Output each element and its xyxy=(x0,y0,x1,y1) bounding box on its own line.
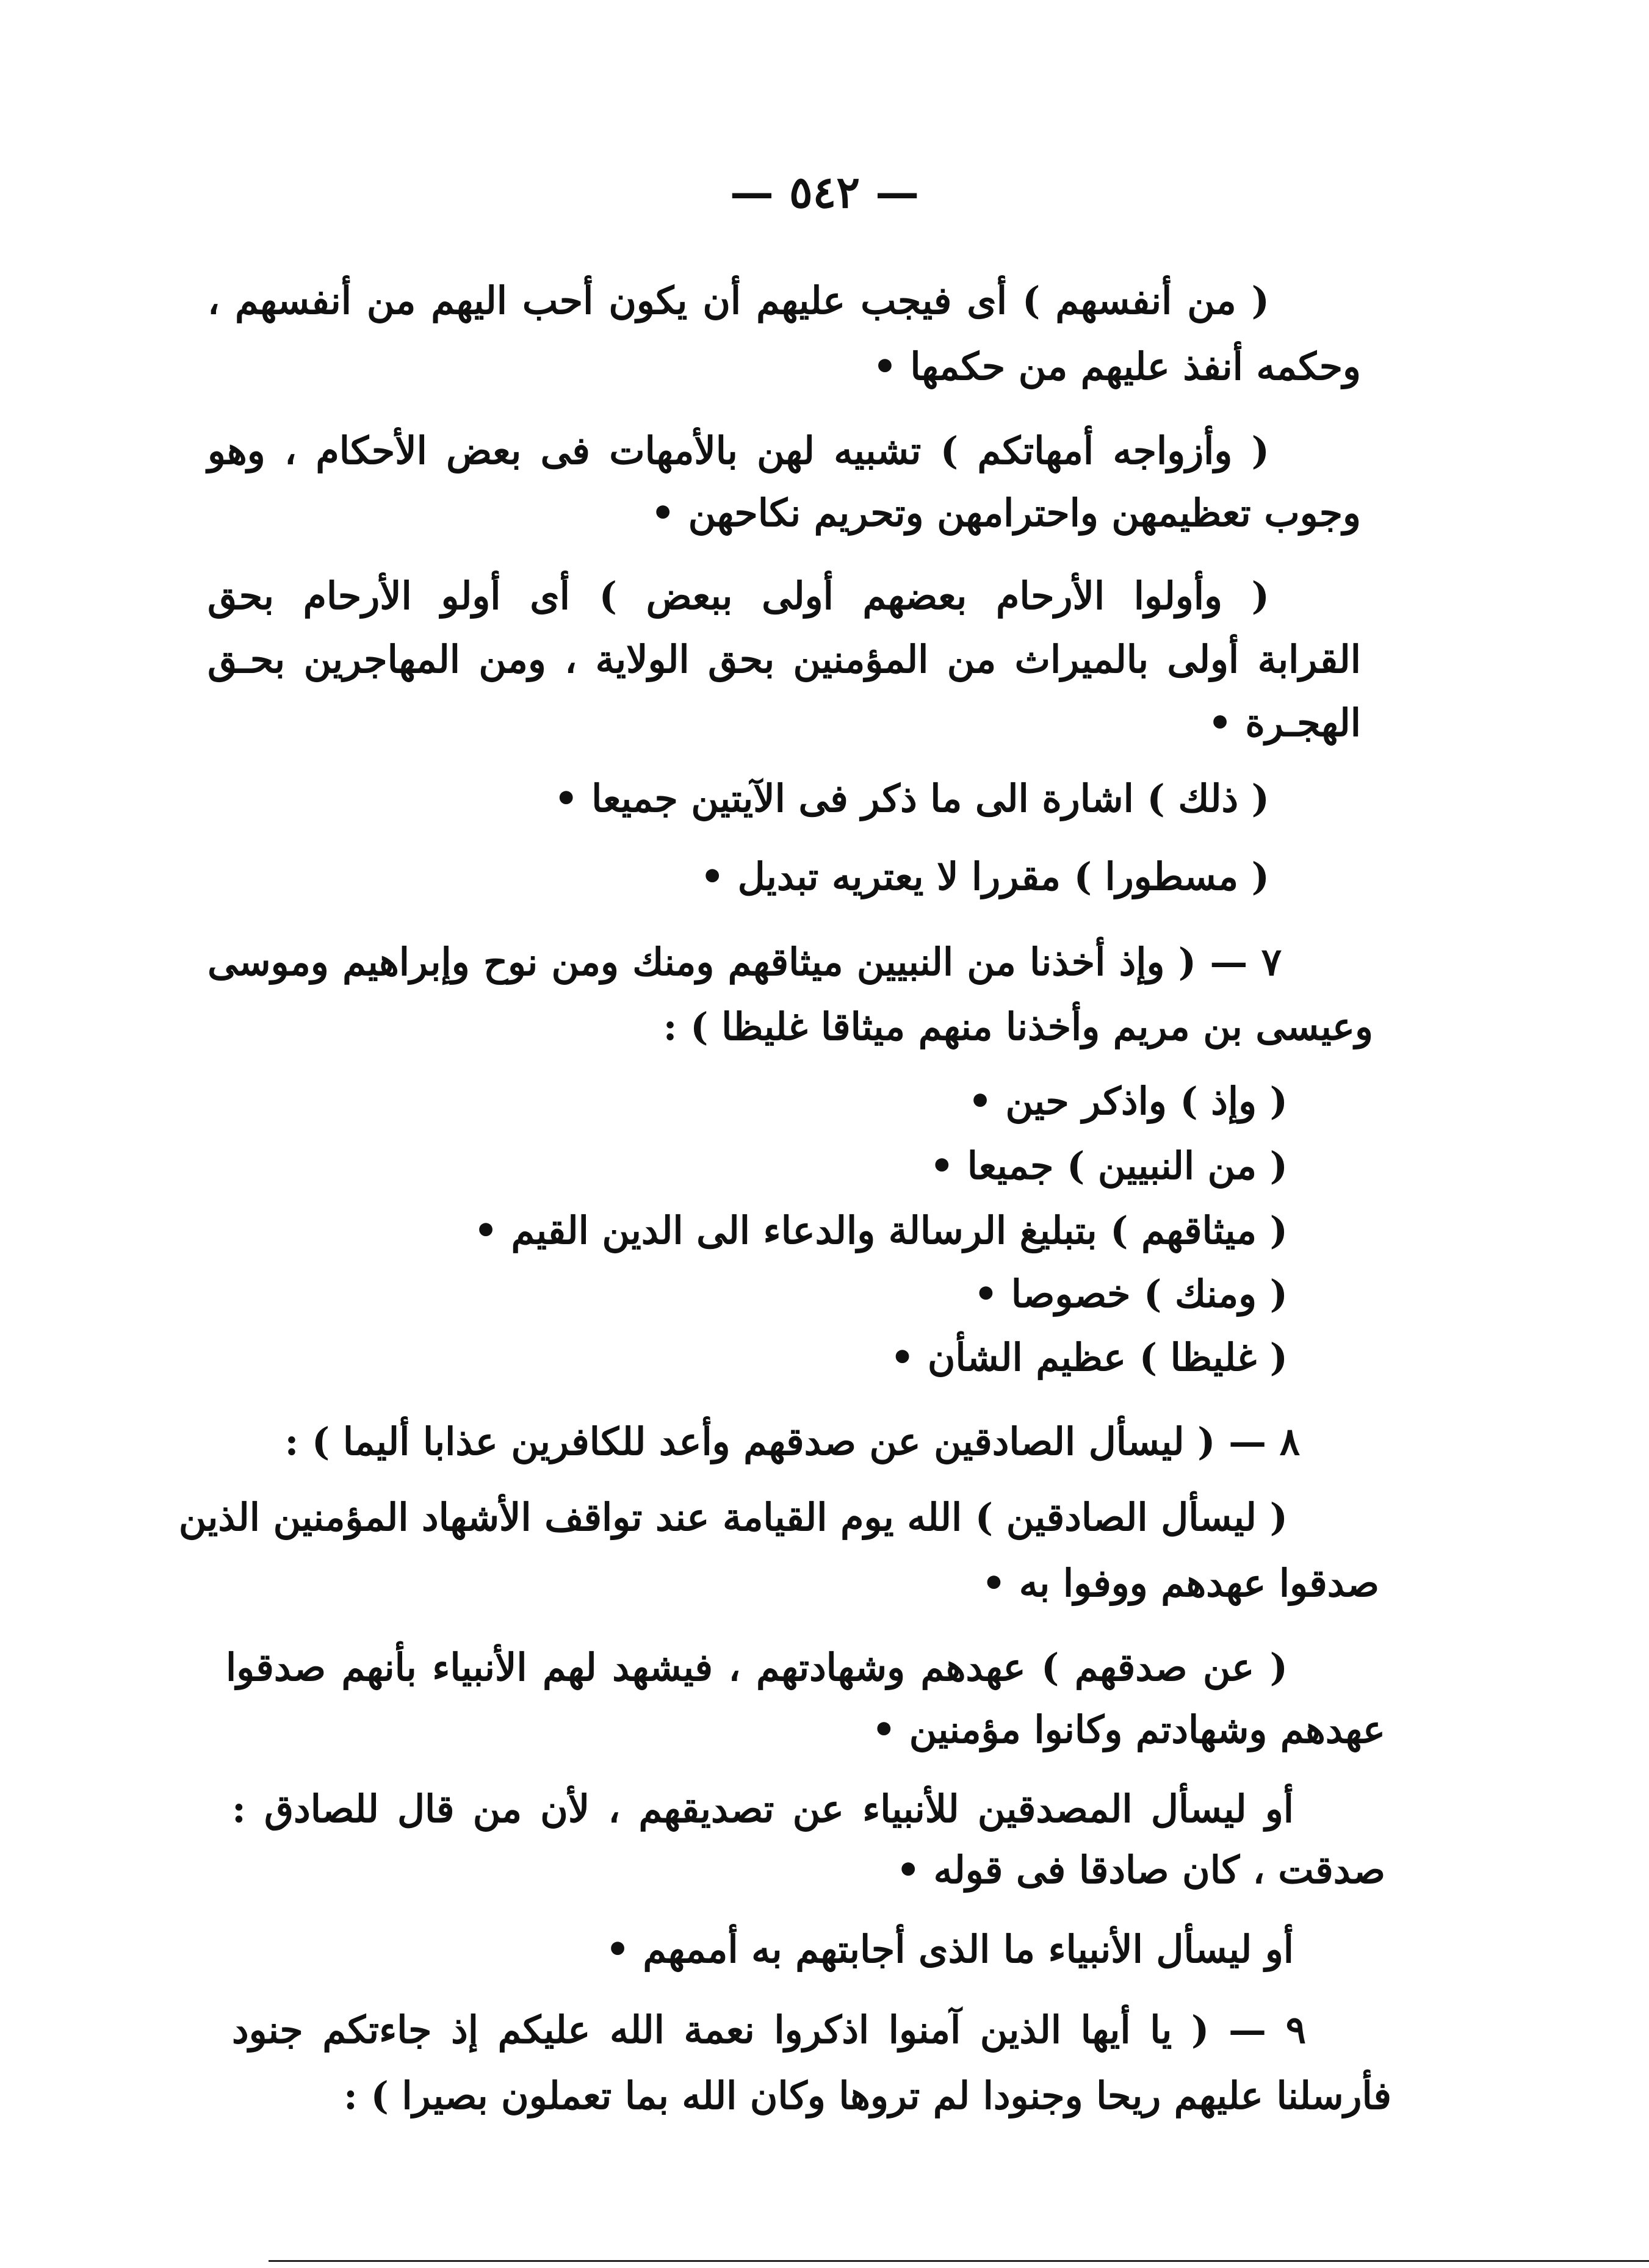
text-line: ( ميثاقهم ) بتبليغ الرسالة والدعاء الى الدين القيم • xyxy=(474,1208,1288,1253)
text-line: ( وأولوا الأرحام بعضهم أولى ببعض ) أى أولو الأرحام بحق xyxy=(207,574,1269,618)
text-line: ( من أنفسهم ) أى فيجب عليهم أن يكون أحب اليهم من أنفسهم ، xyxy=(207,278,1269,323)
text-line: القرابة أولى بالميراث من المؤمنين بحق الولاية ، ومن المهاجرين بحـق xyxy=(207,637,1361,682)
text-line: ٩ — ( يا أيها الذين آمنوا اذكروا نعمة الله عليكم إذ جاءتكم جنود xyxy=(232,2007,1306,2052)
text-line: ( غليظا ) عظيم الشأن • xyxy=(890,1335,1288,1380)
text-line: ( ليسأل الصادقين ) الله يوم القيامة عند تواقف الأشهاد المؤمنين الذين xyxy=(178,1495,1288,1539)
text-line: ( وأزواجه أمهاتكم ) تشبيه لهن بالأمهات فى بعض الأحكام ، وهو xyxy=(207,428,1269,473)
text-line: ( ذلك ) اشارة الى ما ذكر فى الآيتين جميعا • xyxy=(554,776,1269,821)
text-line: ( مسطورا ) مقررا لا يعتريه تبديل • xyxy=(700,854,1269,899)
text-line: ( وإذ ) واذكر حين • xyxy=(968,1079,1288,1123)
text-line: أو ليسأل المصدقين للأنبياء عن تصديقهم ، لأن من قال للصادق : xyxy=(232,1787,1294,1831)
text-line: وجوب تعظيمهن واحترامهن وتحريم نكاحهن • xyxy=(651,491,1361,535)
text-line: ٨ — ( ليسأل الصادقين عن صدقهم وأعد للكافرين عذابا أليما ) : xyxy=(284,1419,1300,1464)
text-line: الهجـرة • xyxy=(1208,700,1361,745)
text-line: ( من النبيين ) جميعا • xyxy=(929,1143,1288,1188)
text-line: فأرسلنا عليهم ريحا وجنودا لم تروها وكان الله بما تعملون بصيرا ) : xyxy=(344,2073,1391,2118)
text-line: ( ومنك ) خصوصا • xyxy=(973,1272,1288,1316)
text-line: ٧ — ( وإذ أخذنا من النبيين ميثاقهم ومنك ومن نوح وإبراهيم وموسى xyxy=(207,940,1282,984)
text-line: أو ليسأل الأنبياء ما الذى أجابتهم به أممهم • xyxy=(605,1927,1294,1971)
text-line: عهدهم وشهادتم وكانوا مؤمنين • xyxy=(871,1707,1385,1752)
text-line: وحكمه أنفذ عليهم من حكمها • xyxy=(873,344,1361,389)
text-line: صدقت ، كان صادقا فى قوله • xyxy=(896,1848,1385,1892)
text-line: صدقوا عهدهم ووفوا به • xyxy=(981,1561,1379,1605)
text-line: وعيسى بن مريم وأخذنا منهم ميثاقا غليظا ) : xyxy=(663,1004,1373,1049)
text-line: ( عن صدقهم ) عهدهم وشهادتهم ، فيشهد لهم الأنبياء بأنهم صدقوا xyxy=(226,1645,1288,1690)
bottom-rule xyxy=(269,2260,1649,2262)
page-number: — ٥٤٢ — xyxy=(729,166,920,218)
